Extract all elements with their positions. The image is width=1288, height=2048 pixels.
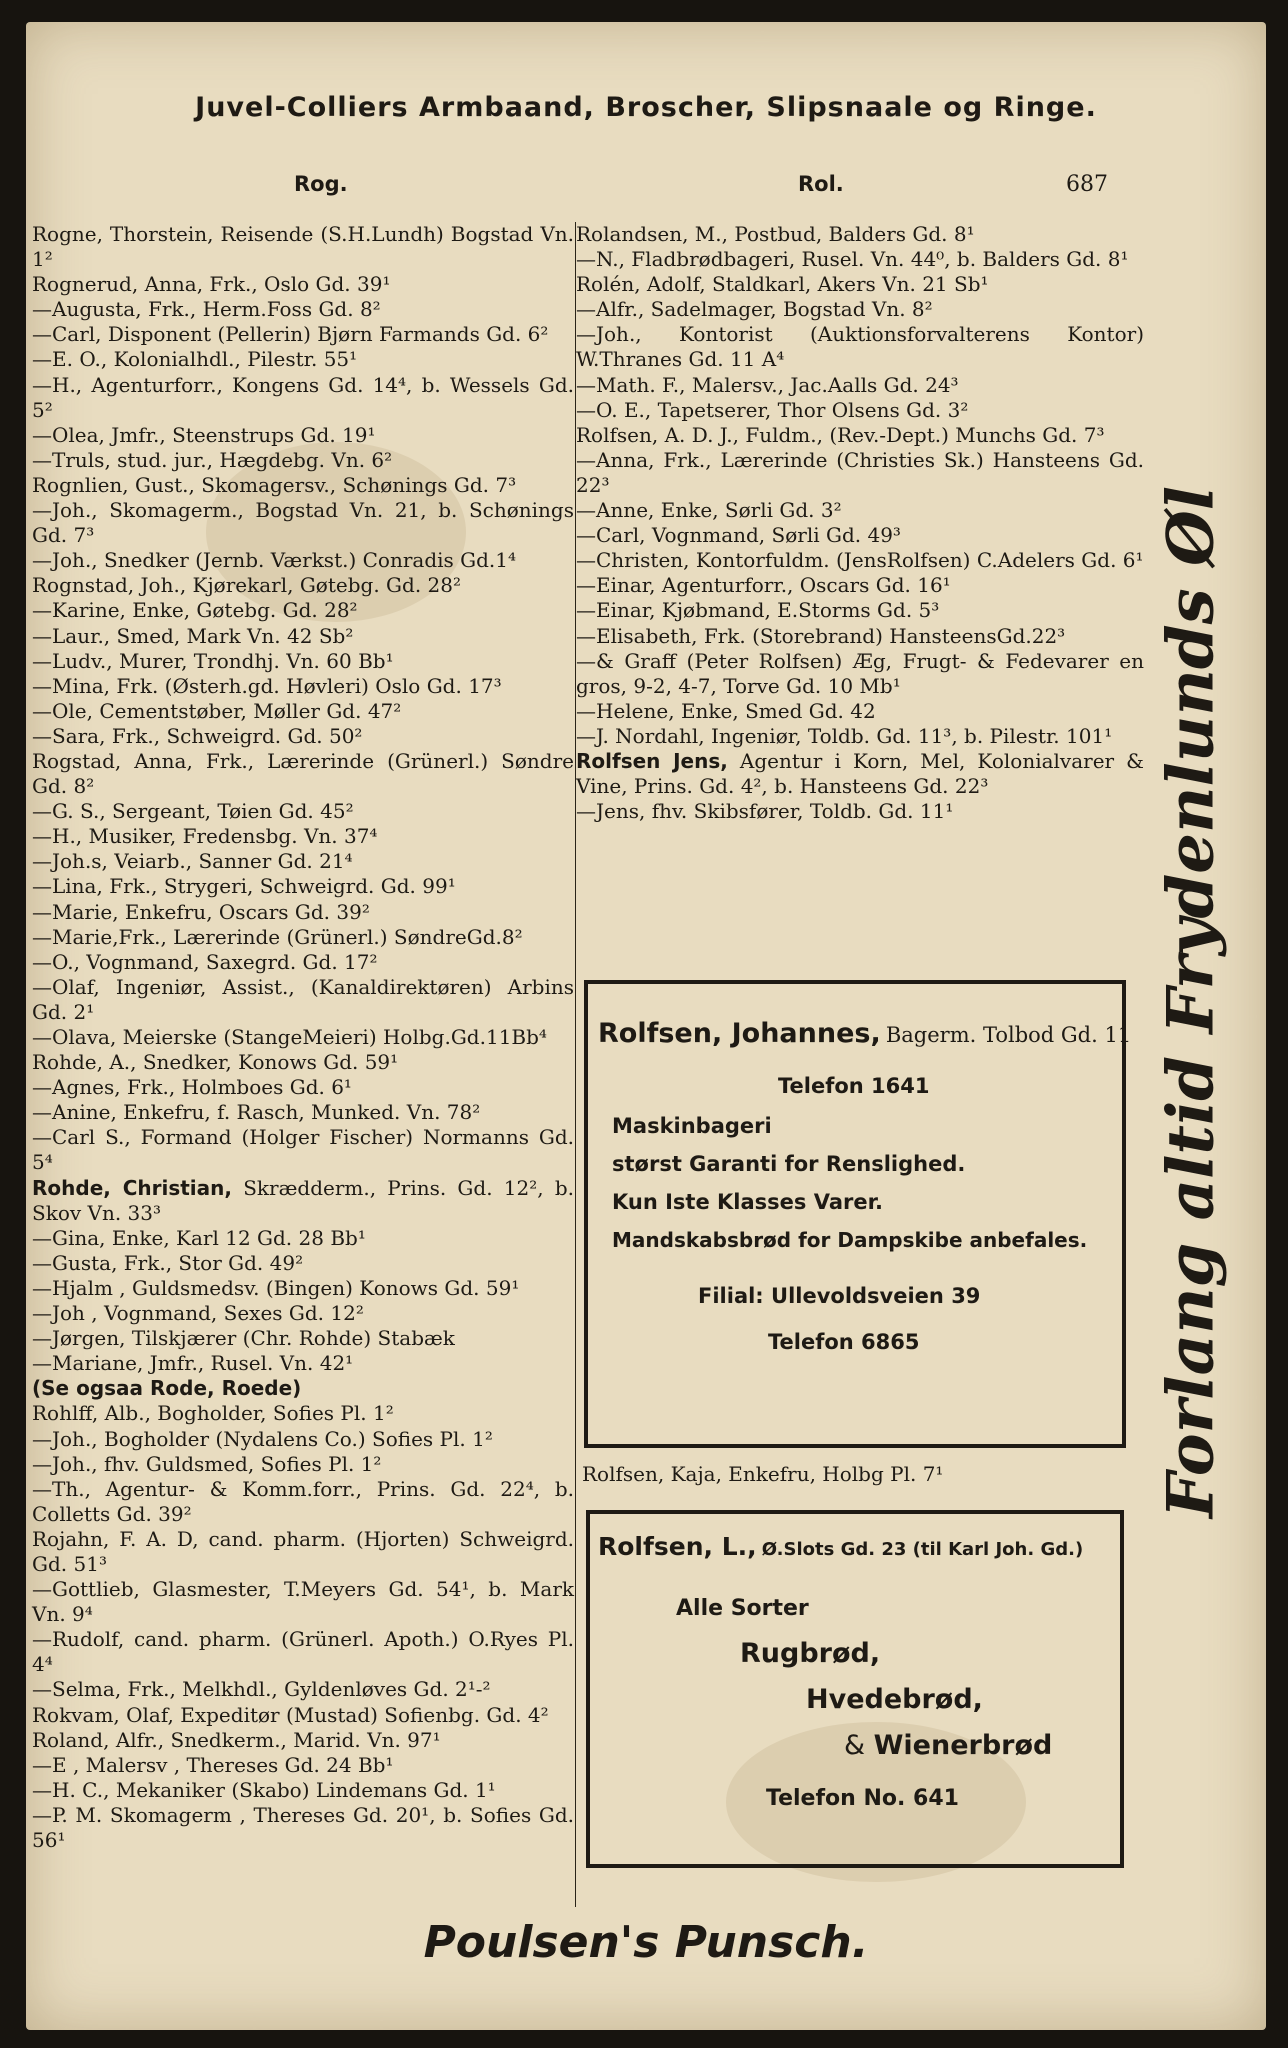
list-item: Rolfsen, A. D. J., Fuldm., (Rev.-Dept.) Munchs Gd. 7³ <box>576 422 1105 447</box>
list-item: Rogne, Thorstein, Reisende (S.H.Lundh) Bogstad Vn. 1² <box>32 222 574 272</box>
ad-text: størst Garanti for Renslighed. <box>612 1152 966 1176</box>
list-item: —Gottlieb, Glasmester, T.Meyers Gd. 54¹, b. Mark Vn. 9⁴ <box>32 1577 574 1627</box>
list-item: —E. O., Kolonialhdl., Pilestr. 55¹ <box>32 347 358 372</box>
list-item: —Agnes, Frk., Holmboes Gd. 6¹ <box>32 1075 352 1100</box>
ad-business-name: Rolfsen, L., <box>598 1532 757 1561</box>
list-item: —Laur., Smed, Mark Vn. 42 Sb² <box>32 623 354 648</box>
ad-text: Mandskabsbrød for Dampskibe anbefales. <box>612 1228 1088 1252</box>
ad-heading <box>598 1018 1131 1049</box>
list-item: Rolén, Adolf, Staldkarl, Akers Vn. 21 Sb¹ <box>576 272 989 297</box>
list-item: —Anna, Frk., Lærerinde (Christies Sk.) Hansteens Gd. 22³ <box>576 447 1144 497</box>
list-item: —Einar, Kjøbmand, E.Storms Gd. 5³ <box>576 598 940 623</box>
list-item: —Joh., Snedker (Jernb. Værkst.) Conradis Gd.1⁴ <box>32 548 517 573</box>
list-item: —Jens, fhv. Skibsfører, Toldb. Gd. 11¹ <box>576 799 954 824</box>
list-item: —Truls, stud. jur., Hægdebg. Vn. 6² <box>32 447 393 472</box>
list-item: —Einar, Agenturforr., Oscars Gd. 16¹ <box>576 573 951 598</box>
list-item: —Karine, Enke, Gøtebg. Gd. 28² <box>32 598 358 623</box>
list-item: —Ludv., Murer, Trondhj. Vn. 60 Bb¹ <box>32 648 394 673</box>
directory-page <box>26 22 1266 2030</box>
vertical-beer-advertisement <box>1146 485 1236 1519</box>
ad-product: Wienerbrød <box>873 1730 1053 1761</box>
list-item: —Anine, Enkefru, f. Rasch, Munked. Vn. 78² <box>32 1100 481 1125</box>
list-item-bold <box>32 1176 574 1226</box>
right-column <box>576 222 1144 824</box>
list-item: Rolandsen, M., Postbud, Balders Gd. 8¹ <box>576 222 975 246</box>
bold-name: Rolfsen Jens, <box>576 748 728 773</box>
list-item: —N., Fladbrødbageri, Rusel. Vn. 44⁰, b. Balders Gd. 8¹ <box>576 247 1129 272</box>
list-item: —Olava, Meierske (StangeMeieri) Holbg.Gd.11Bb⁴ <box>32 1025 547 1049</box>
list-item: Rognstad, Joh., Kjørekarl, Gøtebg. Gd. 28² <box>32 573 462 598</box>
ad-text: Rugbrød, <box>740 1638 881 1669</box>
list-item: Rohlff, Alb., Bogholder, Sofies Pl. 1² <box>32 1401 394 1426</box>
list-item: Roland, Alfr., Snedkerm., Marid. Vn. 97¹ <box>32 1727 441 1752</box>
list-item-bold <box>576 749 1144 799</box>
left-running-head: Rog. <box>294 172 348 196</box>
list-item: —H. C., Mekaniker (Skabo) Lindemans Gd. 1¹ <box>32 1777 496 1802</box>
ad-heading <box>598 1532 1083 1561</box>
bakery-advertisement-l-rolfsen <box>586 1510 1124 1868</box>
list-item: —Mariane, Jmfr., Rusel. Vn. 42¹ <box>32 1351 354 1376</box>
list-item: —Selma, Frk., Melkhdl., Gyldenløves Gd. 2¹-² <box>32 1677 491 1702</box>
list-item: Rognerud, Anna, Frk., Oslo Gd. 39¹ <box>32 272 391 297</box>
list-item: —H., Agenturforr., Kongens Gd. 14⁴, b. Wessels Gd. 5² <box>32 372 574 422</box>
top-banner-ad: Juvel-Colliers Armbaand, Broscher, Slipsnaale og Ringe. <box>195 92 1097 123</box>
list-item: Rohde, A., Snedker, Konows Gd. 59¹ <box>32 1050 399 1075</box>
list-item: —Hjalm , Guldsmedsv. (Bingen) Konows Gd. 59¹ <box>32 1275 520 1300</box>
ad-business-name: Rolfsen, Johannes, <box>598 1018 881 1049</box>
list-item: —Olea, Jmfr., Steenstrups Gd. 19¹ <box>32 422 376 447</box>
page-number: 687 <box>1066 172 1108 197</box>
list-item: —Marie,Frk., Lærerinde (Grünerl.) SøndreGd.8² <box>32 924 523 949</box>
list-item: —Carl, Disponent (Pellerin) Bjørn Farmands Gd. 6² <box>32 322 549 347</box>
list-item: —E , Malersv , Thereses Gd. 24 Bb¹ <box>32 1752 394 1777</box>
list-item: —Ole, Cementstøber, Møller Gd. 47² <box>32 698 402 723</box>
list-item: —Helene, Enke, Smed Gd. 42 <box>576 698 876 723</box>
list-item: —Olaf, Ingeniør, Assist., (Kanaldirektøren) Arbins Gd. 2¹ <box>32 974 574 1024</box>
list-item: Rokvam, Olaf, Expeditør (Mustad) Sofienbg. Gd. 4² <box>32 1702 549 1727</box>
right-running-head: Rol. <box>798 172 844 196</box>
list-item: —Augusta, Frk., Herm.Foss Gd. 8² <box>32 297 381 322</box>
list-item: —Carl S., Formand (Holger Fischer) Normanns Gd. 5⁴ <box>32 1125 574 1175</box>
ad-phone: Telefon 6865 <box>768 1330 920 1354</box>
list-item: —Joh., Kontorist (Auktionsforvalterens Kontor) W.Thranes Gd. 11 A⁴ <box>576 322 1144 372</box>
bakery-advertisement-johannes <box>584 980 1132 1448</box>
list-item: —Gusta, Frk., Stor Gd. 49² <box>32 1250 304 1275</box>
left-column <box>32 222 574 1853</box>
ad-text: Maskinbageri <box>612 1114 772 1138</box>
list-item: —Joh., Skomagerm., Bogstad Vn. 21, b. Schønings Gd. 7³ <box>32 498 574 548</box>
ad-text: Hvedebrød, <box>806 1684 983 1715</box>
list-item: —Carl, Vognmand, Sørli Gd. 49³ <box>576 523 901 548</box>
list-item: —Mina, Frk. (Østerh.gd. Høvleri) Oslo Gd. 17³ <box>32 673 502 698</box>
ad-phone: Telefon No. 641 <box>766 1786 959 1811</box>
ad-business-address: Ø.Slots Gd. 23 (til Karl Joh. Gd.) <box>761 1539 1084 1560</box>
list-item: —& Graff (Peter Rolfsen) Æg, Frugt- & Fedevarer en gros, 9-2, 4-7, Torve Gd. 10 Mb¹ <box>576 648 1144 698</box>
list-item: —Rudolf, cand. pharm. (Grünerl. Apoth.) O.Ryes Pl. 4⁴ <box>32 1627 574 1677</box>
list-item: —H., Musiker, Fredensbg. Vn. 37⁴ <box>32 824 378 849</box>
list-item: —J. Nordahl, Ingeniør, Toldb. Gd. 11³, b. Pilestr. 101¹ <box>576 723 1113 748</box>
vertical-ad-text: Forlang altid Frydenlunds Øl <box>1153 485 1229 1519</box>
list-item: —Marie, Enkefru, Oscars Gd. 39² <box>32 899 370 924</box>
list-item: Rolfsen, Kaja, Enkefru, Holbg Pl. 7¹ <box>582 1462 944 1486</box>
ad-text: Kun Iste Klasses Varer. <box>612 1190 883 1214</box>
ad-branch: Filial: Ullevoldsveien 39 <box>698 1284 981 1308</box>
bold-name: Rohde, Christian, <box>32 1175 232 1200</box>
list-item: —Lina, Frk., Strygeri, Schweigrd. Gd. 99¹ <box>32 874 456 899</box>
list-item: Rognlien, Gust., Skomagersv., Schønings Gd. 7³ <box>32 472 517 497</box>
list-item: —Gina, Enke, Karl 12 Gd. 28 Bb¹ <box>32 1225 366 1250</box>
list-item: —Sara, Frk., Schweigrd. Gd. 50² <box>32 723 363 748</box>
list-item: —Christen, Kontorfuldm. (JensRolfsen) C.Adelers Gd. 6¹ <box>576 548 1144 573</box>
list-item: —Jørgen, Tilskjærer (Chr. Rohde) Stabæk <box>32 1326 455 1351</box>
list-item: —Math. F., Malersv., Jac.Aalls Gd. 24³ <box>576 372 959 397</box>
ad-text: Alle Sorter <box>676 1596 809 1621</box>
right-column-continued <box>582 1462 1122 1487</box>
see-also-note: (Se ogsaa Rode, Roede) <box>32 1376 302 1401</box>
list-item: —Joh.s, Veiarb., Sanner Gd. 21⁴ <box>32 849 353 874</box>
ampersand: & <box>844 1730 874 1761</box>
ad-phone: Telefon 1641 <box>778 1074 930 1098</box>
list-item: —Joh., fhv. Guldsmed, Sofies Pl. 1² <box>32 1451 382 1476</box>
list-item: —Joh , Vognmand, Sexes Gd. 12² <box>32 1301 364 1326</box>
list-item: Rojahn, F. A. D, cand. pharm. (Hjorten) Schweigrd. Gd. 51³ <box>32 1526 574 1576</box>
ad-business-address: Bagerm. Tolbod Gd. 11 <box>885 1023 1132 1047</box>
list-item: —Joh., Bogholder (Nydalens Co.) Sofies Pl. 1² <box>32 1426 493 1451</box>
footer-advertisement: Poulsen's Punsch. <box>423 1917 869 1968</box>
list-item: —O., Vognmand, Saxegrd. Gd. 17² <box>32 949 378 974</box>
entry-rest: Skrædderm., Prins. Gd. 12², b. Skov Vn. 33³ <box>32 1175 575 1225</box>
list-item: —G. S., Sergeant, Tøien Gd. 45² <box>32 799 354 824</box>
ad-text <box>844 1730 1052 1761</box>
entry-rest: Agentur i Korn, Mel, Kolonialvarer & Vine, Prins. Gd. 4², b. Hansteens Gd. 22³ <box>576 748 1144 799</box>
list-item: —Th., Agentur- & Komm.forr., Prins. Gd. 22⁴, b. Colletts Gd. 39² <box>32 1476 574 1526</box>
list-item: —P. M. Skomagerm , Thereses Gd. 20¹, b. Sofies Gd. 56¹ <box>32 1802 574 1852</box>
list-item: —Anne, Enke, Sørli Gd. 3² <box>576 498 842 523</box>
list-item: —Elisabeth, Frk. (Storebrand) HansteensGd.22³ <box>576 623 1066 648</box>
list-item: —O. E., Tapetserer, Thor Olsens Gd. 3² <box>576 397 969 422</box>
list-item: Rogstad, Anna, Frk., Lærerinde (Grünerl.) Søndre Gd. 8² <box>32 748 574 799</box>
list-item: —Alfr., Sadelmager, Bogstad Vn. 8² <box>576 297 933 322</box>
